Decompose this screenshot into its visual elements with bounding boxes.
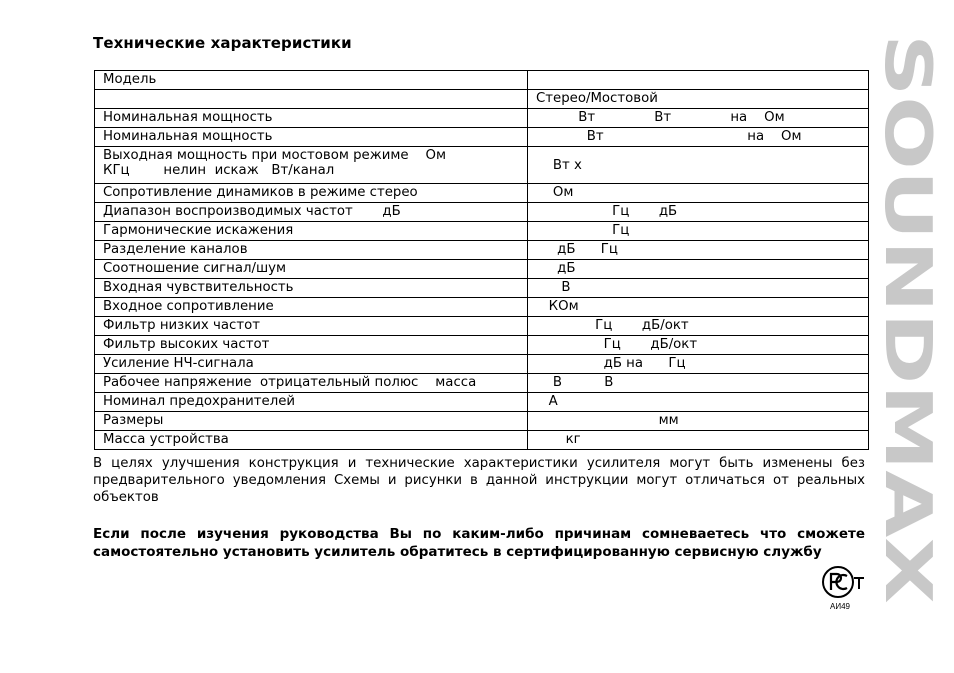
spec-value: Гц	[528, 222, 869, 241]
spec-value: Вт Вт на Ом	[528, 109, 869, 128]
spec-label: Номинал предохранителей	[95, 393, 528, 412]
spec-row	[95, 355, 869, 374]
spec-value: дБ на Гц	[528, 355, 869, 374]
spec-row	[95, 279, 869, 298]
spec-row	[95, 431, 869, 450]
spec-label: Размеры	[95, 412, 528, 431]
spec-value: Ом	[528, 184, 869, 203]
spec-label: Фильтр низких частот	[95, 317, 528, 336]
spec-value: Стерео/Мостовой	[528, 90, 869, 109]
spec-row	[95, 298, 869, 317]
spec-row	[95, 336, 869, 355]
spec-value: кг	[528, 431, 869, 450]
spec-value: Вт х	[528, 147, 869, 184]
spec-value: Гц дБ/окт	[528, 336, 869, 355]
spec-row	[95, 241, 869, 260]
spec-value	[528, 71, 869, 90]
spec-row	[95, 203, 869, 222]
spec-value: А	[528, 393, 869, 412]
spec-row	[95, 71, 869, 90]
spec-row	[95, 90, 869, 109]
spec-label: Сопротивление динамиков в режиме стерео	[95, 184, 528, 203]
spec-value: Гц дБ	[528, 203, 869, 222]
spec-row	[95, 412, 869, 431]
spec-label: Масса устройства	[95, 431, 528, 450]
spec-row	[95, 393, 869, 412]
spec-label	[95, 90, 528, 109]
spec-label: Гармонические искажения	[95, 222, 528, 241]
page-title: Технические характеристики	[93, 34, 352, 52]
spec-row	[95, 109, 869, 128]
brand-logo-text: SOUNDMAX	[870, 34, 944, 456]
spec-value: Гц дБ/окт	[528, 317, 869, 336]
spec-row	[95, 222, 869, 241]
certification-code: АИ49	[830, 602, 850, 611]
spec-label: Диапазон воспроизводимых частот дБ	[95, 203, 528, 222]
spec-row	[95, 128, 869, 147]
spec-label: Входное сопротивление	[95, 298, 528, 317]
spec-label: Фильтр высоких частот	[95, 336, 528, 355]
spec-value: дБ Гц	[528, 241, 869, 260]
service-warning: Если после изучения руководства Вы по каким-либо причинам сомневаетесь что сможете самостоятельно установить усилитель обратитесь в сертифицированную сервисную службу	[93, 526, 865, 560]
spec-label: Усиление НЧ-сигнала	[95, 355, 528, 374]
spec-label: Модель	[95, 71, 528, 90]
spec-row	[95, 147, 869, 184]
spec-label: Разделение каналов	[95, 241, 528, 260]
spec-row	[95, 374, 869, 393]
spec-row	[95, 184, 869, 203]
spec-value: Вт на Ом	[528, 128, 869, 147]
spec-label: Входная чувствительность	[95, 279, 528, 298]
disclaimer-note: В целях улучшения конструкция и технические характеристики усилителя могут быть изменены без предварительного уведомления Схемы и рисунки в данной инструкции могут отличаться от реальных объектов	[93, 456, 865, 505]
spec-row	[95, 317, 869, 336]
spec-row	[95, 260, 869, 279]
spec-value: В	[528, 279, 869, 298]
spec-label: Рабочее напряжение отрицательный полюс масса	[95, 374, 528, 393]
spec-label: Выходная мощность при мостовом режиме Ом КГц нелин искаж Вт/канал	[95, 147, 528, 184]
brand-logo	[870, 34, 944, 604]
spec-value: дБ	[528, 260, 869, 279]
spec-value: В В	[528, 374, 869, 393]
spec-value: мм	[528, 412, 869, 431]
spec-label: Номинальная мощность	[95, 109, 528, 128]
spec-label: Номинальная мощность	[95, 128, 528, 147]
specs-table	[94, 70, 869, 450]
spec-label: Соотношение сигнал/шум	[95, 260, 528, 279]
spec-value: КОм	[528, 298, 869, 317]
